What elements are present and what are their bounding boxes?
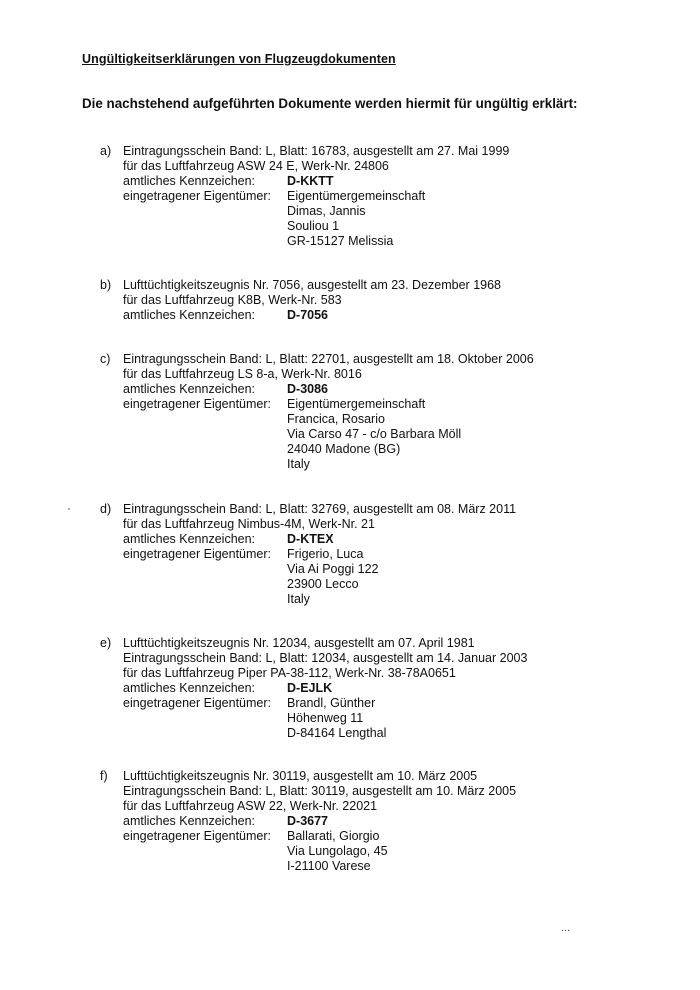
registration-label: amtliches Kennzeichen: bbox=[123, 308, 256, 322]
entry-description-line: Lufttüchtigkeitszeugnis Nr. 12034, ausgestellt am 07. April 1981 bbox=[123, 636, 475, 650]
entry-text-block bbox=[123, 502, 516, 607]
registration-row bbox=[123, 681, 527, 696]
owner-line: GR-15127 Melissia bbox=[287, 234, 394, 248]
owner-line: Francica, Rosario bbox=[287, 412, 385, 426]
owner-row bbox=[123, 859, 516, 874]
owner-row bbox=[123, 726, 527, 741]
owner-line: Höhenweg 11 bbox=[287, 711, 364, 725]
owner-line: Dimas, Jannis bbox=[287, 204, 366, 218]
owner-label: eingetragener Eigentümer: bbox=[123, 696, 272, 710]
document-subheading: Die nachstehend aufgeführten Dokumente werden hiermit für ungültig erklärt: bbox=[82, 96, 578, 111]
owner-row bbox=[123, 442, 534, 457]
entry-description-line: für das Luftfahrzeug K8B, Werk-Nr. 583 bbox=[123, 293, 342, 307]
owner-row bbox=[123, 204, 509, 219]
owner-row bbox=[123, 397, 534, 412]
entry-text-block bbox=[123, 769, 516, 874]
continuation-marker: ... bbox=[561, 922, 571, 934]
owner-row bbox=[123, 844, 516, 859]
registration-value: D-7056 bbox=[287, 308, 328, 322]
owner-row bbox=[123, 711, 527, 726]
owner-line: Italy bbox=[287, 457, 310, 471]
owner-row bbox=[123, 696, 527, 711]
entry-description-line: für das Luftfahrzeug Piper PA-38-112, Werk-Nr. 38-78A0651 bbox=[123, 666, 456, 680]
owner-row bbox=[123, 562, 516, 577]
owner-row bbox=[123, 592, 516, 607]
owner-row bbox=[123, 577, 516, 592]
registration-row bbox=[123, 532, 516, 547]
registration-row bbox=[123, 174, 509, 189]
owner-line: I-21100 Varese bbox=[287, 859, 371, 873]
entry-text-block bbox=[123, 144, 509, 249]
owner-line: Via Ai Poggi 122 bbox=[287, 562, 379, 576]
owner-label: eingetragener Eigentümer: bbox=[123, 829, 272, 843]
entry-description-line: Eintragungsschein Band: L, Blatt: 30119, ausgestellt am 10. März 2005 bbox=[123, 784, 517, 798]
owner-line: D-84164 Lengthal bbox=[287, 726, 387, 740]
owner-line: Eigentümergemeinschaft bbox=[287, 189, 426, 203]
registration-label: amtliches Kennzeichen: bbox=[123, 174, 256, 188]
owner-line: 23900 Lecco bbox=[287, 577, 359, 591]
registration-value: D-KTEX bbox=[287, 532, 334, 546]
owner-line: Via Carso 47 - c/o Barbara Möll bbox=[287, 427, 462, 441]
registration-value: D-3677 bbox=[287, 814, 328, 828]
registration-label: amtliches Kennzeichen: bbox=[123, 532, 256, 546]
owner-label: eingetragener Eigentümer: bbox=[123, 189, 272, 203]
registration-row bbox=[123, 814, 516, 829]
owner-line: Eigentümergemeinschaft bbox=[287, 397, 426, 411]
registration-value: D-KKTT bbox=[287, 174, 334, 188]
entry-letter: b) bbox=[100, 278, 112, 292]
registration-row bbox=[123, 382, 534, 397]
owner-line: 24040 Madone (BG) bbox=[287, 442, 401, 456]
entry-description-line: Eintragungsschein Band: L, Blatt: 22701, ausgestellt am 18. Oktober 2006 bbox=[123, 352, 534, 366]
registration-value: D-3086 bbox=[287, 382, 328, 396]
entry-description-line: für das Luftfahrzeug ASW 22, Werk-Nr. 22021 bbox=[123, 799, 378, 813]
owner-row bbox=[123, 189, 509, 204]
owner-line: Italy bbox=[287, 592, 310, 606]
owner-row bbox=[123, 427, 534, 442]
registration-row bbox=[123, 308, 501, 323]
owner-row bbox=[123, 412, 534, 427]
entry-description-line: für das Luftfahrzeug ASW 24 E, Werk-Nr. 24806 bbox=[123, 159, 389, 173]
entry-text-block bbox=[123, 352, 534, 472]
entry-description-line: Lufttüchtigkeitszeugnis Nr. 7056, ausgestellt am 23. Dezember 1968 bbox=[123, 278, 501, 292]
owner-line: Frigerio, Luca bbox=[287, 547, 364, 561]
registration-label: amtliches Kennzeichen: bbox=[123, 814, 256, 828]
entry-letter: f) bbox=[100, 769, 108, 783]
entry-description-line: Eintragungsschein Band: L, Blatt: 16783, ausgestellt am 27. Mai 1999 bbox=[123, 144, 510, 158]
registration-value: D-EJLK bbox=[287, 681, 333, 695]
owner-label: eingetragener Eigentümer: bbox=[123, 397, 272, 411]
entry-description-line: für das Luftfahrzeug Nimbus-4M, Werk-Nr. 21 bbox=[123, 517, 375, 531]
entry-letter: a) bbox=[100, 144, 112, 158]
owner-label: eingetragener Eigentümer: bbox=[123, 547, 272, 561]
owner-row bbox=[123, 829, 516, 844]
entry-text-block bbox=[123, 636, 527, 741]
scan-speck bbox=[68, 508, 70, 510]
entry-description-line: Eintragungsschein Band: L, Blatt: 12034, ausgestellt am 14. Januar 2003 bbox=[123, 651, 528, 665]
registration-label: amtliches Kennzeichen: bbox=[123, 382, 256, 396]
entry-description-line: Lufttüchtigkeitszeugnis Nr. 30119, ausgestellt am 10. März 2005 bbox=[123, 769, 478, 783]
registration-label: amtliches Kennzeichen: bbox=[123, 681, 256, 695]
entry-description-line: Eintragungsschein Band: L, Blatt: 32769, ausgestellt am 08. März 2011 bbox=[123, 502, 517, 516]
owner-row bbox=[123, 219, 509, 234]
entry-description-line: für das Luftfahrzeug LS 8-a, Werk-Nr. 8016 bbox=[123, 367, 362, 381]
document-heading: Ungültigkeitserklärungen von Flugzeugdokumenten bbox=[82, 52, 396, 66]
owner-line: Ballarati, Giorgio bbox=[287, 829, 380, 843]
entry-letter: c) bbox=[100, 352, 111, 366]
entry-letter: e) bbox=[100, 636, 112, 650]
owner-line: Brandl, Günther bbox=[287, 696, 376, 710]
owner-line: Via Lungolago, 45 bbox=[287, 844, 388, 858]
owner-row bbox=[123, 547, 516, 562]
owner-line: Souliou 1 bbox=[287, 219, 340, 233]
owner-row bbox=[123, 234, 509, 249]
entry-letter: d) bbox=[100, 502, 112, 516]
owner-row bbox=[123, 457, 534, 472]
entry-text-block bbox=[123, 278, 501, 323]
